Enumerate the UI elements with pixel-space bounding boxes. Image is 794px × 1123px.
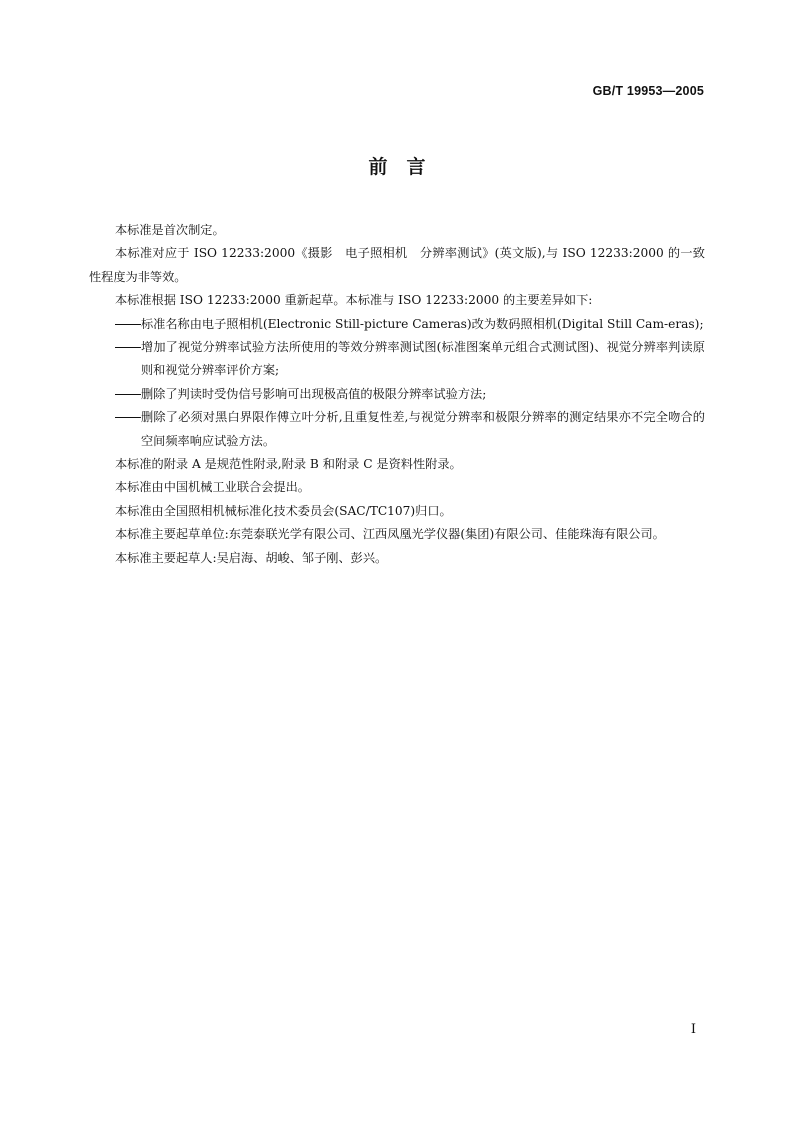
difference-item <box>89 406 705 453</box>
paragraph-drafting-units: 本标准主要起草单位:东莞泰联光学有限公司、江西凤凰光学仪器(集团)有限公司、佳能珠海有限公司。 <box>115 527 665 542</box>
page-number: I <box>690 1022 696 1037</box>
difference-item <box>89 313 705 336</box>
foreword-body <box>89 219 705 570</box>
dash-bullet <box>115 347 141 348</box>
paragraph-differences-intro: 本标准根据 ISO 12233:2000 重新起草。本标准与 ISO 12233:2000 的主要差异如下: <box>115 293 593 308</box>
difference-text: 标准名称由电子照相机(Electronic Still-picture Cameras)改为数码照相机(Digital Still Cam-eras); <box>141 316 704 331</box>
paragraph-appendix: 本标准的附录 A 是规范性附录,附录 B 和附录 C 是资料性附录。 <box>115 457 462 472</box>
dash-bullet <box>115 324 141 325</box>
dash-bullet <box>115 417 141 418</box>
difference-text: 删除了判读时受伪信号影响可出现极高值的极限分辨率试验方法; <box>141 386 487 401</box>
difference-text: 增加了视觉分辨率试验方法所使用的等效分辨率测试图(标准图案单元组合式测试图)、视觉分辨率判读原则和视觉分辨率评价方案; <box>141 340 705 378</box>
paragraph-correspondence: 本标准对应于 ISO 12233:2000《摄影 电子照相机 分辨率测试》(英文版),与 ISO 12233:2000 的一致性程度为非等效。 <box>89 246 705 284</box>
paragraph-committee: 本标准由全国照相机械标准化技术委员会(SAC/TC107)归口。 <box>115 503 452 518</box>
difference-item <box>89 336 705 383</box>
paragraph-drafters: 本标准主要起草人:吴启海、胡峻、邹子刚、彭兴。 <box>115 550 388 565</box>
difference-text: 删除了必须对黑白界限作傅立叶分析,且重复性差,与视觉分辨率和极限分辨率的测定结果亦不完全吻合的空间频率响应试验方法。 <box>141 410 705 448</box>
paragraph-first-edition: 本标准是首次制定。 <box>115 223 225 237</box>
paragraph-proposer: 本标准由中国机械工业联合会提出。 <box>115 480 310 495</box>
standard-code: GB/T 19953—2005 <box>592 84 704 98</box>
dash-bullet <box>115 394 141 395</box>
difference-item <box>89 383 705 406</box>
page-title: 前 言 <box>368 156 426 178</box>
